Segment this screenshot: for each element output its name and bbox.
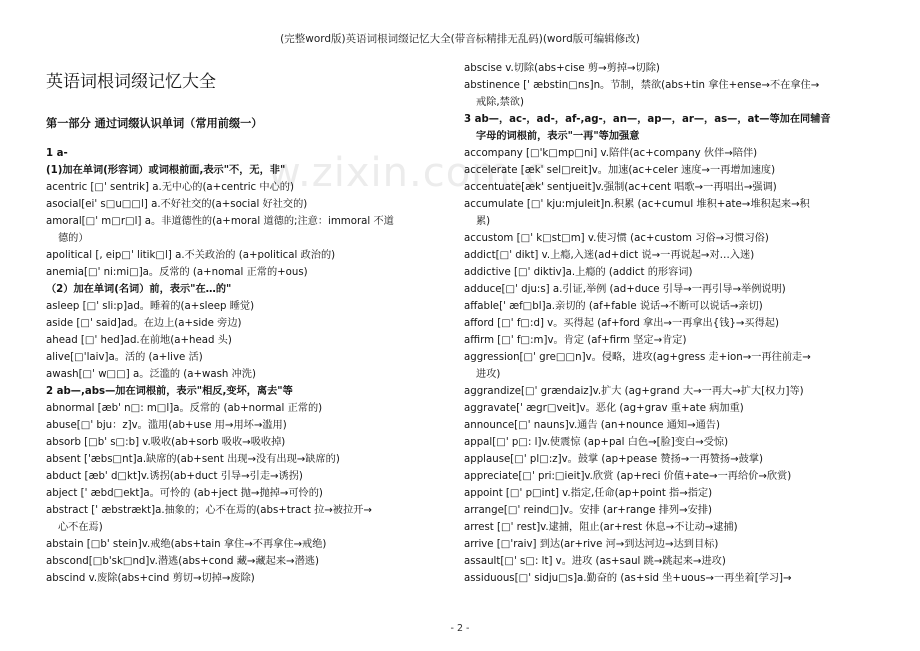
vocab-entry: abnormal [æb' n□: m□l]a。反常的 (ab+normal 正常的) xyxy=(46,403,323,414)
vocab-entry: appreciate[□' pri:□ieit]v.欣赏 (ap+reci 价值+ate→一再给价→欣赏) xyxy=(464,471,792,482)
right-column xyxy=(464,60,866,587)
vocab-entry: accustom [□' k□st□m] v.使习惯 (ac+custom 习俗→习惯习俗) xyxy=(464,233,769,244)
vocab-entry: adduce[□' dju:s] a.引证,举例 (ad+duce 引导→一再引导→举例说明) xyxy=(464,284,786,295)
vocab-entry: addict[□' dikt] v.上瘾,入迷(ad+dict 说→一再说起→对…入迷) xyxy=(464,250,755,261)
vocab-entry: abject [' æbd□ekt]a。可怜的 (ab+ject 抛→抛掉→可怜的) xyxy=(46,488,323,499)
entry-heading: 3 ab—，ac-，ad-，af-,ag-，an—，ap—，ar—，as—，at—等加在同辅音 xyxy=(464,114,831,125)
vocab-entry: absent ['æbs□nt]a.缺席的(ab+sent 出现→没有出现→缺席的) xyxy=(46,454,340,465)
vocab-entry: affirm [□' f□:m]v。肯定 (af+firm 坚定→肯定) xyxy=(464,335,687,346)
vocab-entry: abscind v.废除(abs+cind 剪切→切掉→废除) xyxy=(46,573,255,584)
vocab-entry: applause[□' pl□:z]v。鼓掌 (ap+pease 赞扬→一再赞扬→鼓掌) xyxy=(464,454,763,465)
vocab-entry: accumulate [□' kju:mjuleit]n.积累 (ac+cumul 堆积+ate→堆积起来→积 xyxy=(464,199,810,210)
entry-heading: (1)加在单词(形容词）或词根前面,表示"不，无，非" xyxy=(46,165,286,176)
vocab-entry: arrange[□' reind□]v。安排 (ar+range 排列→安排) xyxy=(464,505,712,516)
vocab-entry: alive[□'laiv]a。活的 (a+live 活) xyxy=(46,352,203,363)
vocab-entry: accentuate[æk' sentjueit]v.强制(ac+cent 唱歌→一再唱出→强调) xyxy=(464,182,777,193)
left-entry-list xyxy=(46,145,448,587)
vocab-entry: 进攻) xyxy=(476,369,501,380)
vocab-entry: announce[□' nauns]v.通告 (an+nounce 通知→通告) xyxy=(464,420,720,431)
document-header: (完整word版)英语词根词缀记忆大全(带音标精排无乱码)(word版可编辑修改) xyxy=(280,33,640,45)
right-entry-list xyxy=(464,60,866,587)
vocab-entry: accompany [□'k□mp□ni] v.陪伴(ac+company 伙伴→陪伴) xyxy=(464,148,758,159)
entry-heading: 字母的词根前，表示"一再"等加强意 xyxy=(476,131,640,142)
vocab-entry: acentric [□' sentrik] a.无中心的(a+centric 中心的) xyxy=(46,182,294,193)
vocab-entry: 德的） xyxy=(58,233,89,244)
entry-heading: 1 a- xyxy=(46,148,68,159)
left-column xyxy=(46,60,448,587)
vocab-entry: afford [□' f□:d] v。买得起 (af+ford 拿出→一再拿出{钱}→买得起) xyxy=(464,318,779,329)
vocab-entry: aside [□' said]ad。在边上(a+side 旁边) xyxy=(46,318,242,329)
vocab-entry: assiduous[□' sidju□s]a.勤奋的 (as+sid 坐+uous→一再坐着[学习]→ xyxy=(464,573,792,584)
vocab-entry: ahead [□' hed]ad.在前地(a+head 头) xyxy=(46,335,232,346)
vocab-entry: appal[□' p□: l]v.使震惊 (ap+pal 白色→[脸]变白→受惊) xyxy=(464,437,729,448)
vocab-entry: abstract [' æbstrækt]a.抽象的；心不在焉的(abs+tract 拉→被拉开→ xyxy=(46,505,372,516)
section-heading: 第一部分 通过词缀认识单词（常用前缀一） xyxy=(46,117,263,130)
vocab-entry: absorb [□b' s□:b] v.吸收(ab+sorb 吸收→吸收掉) xyxy=(46,437,286,448)
vocab-entry: abscise v.切除(abs+cise 剪→剪掉→切除) xyxy=(464,63,660,74)
vocab-entry: abuse[□' bju：z]v。滥用(ab+use 用→用坏→滥用) xyxy=(46,420,287,431)
vocab-entry: arrive [□'raiv] 到达(ar+rive 河→到达河边→达到目标) xyxy=(464,539,719,550)
vocab-entry: abscond[□b'sk□nd]v.潜逃(abs+cond 藏→藏起来→潜逃) xyxy=(46,556,319,567)
page-number: - 2 - xyxy=(450,623,470,634)
vocab-entry: aggression[□' gre□□n]v。侵略，进攻(ag+gress 走+ion→一再往前走→ xyxy=(464,352,811,363)
vocab-entry: addictive [□' diktiv]a.上瘾的 (addict 的形容词) xyxy=(464,267,693,278)
vocab-entry: apolitical [, eip□' litik□l] a.不关政治的 (a+political 政治的) xyxy=(46,250,336,261)
vocab-entry: aggrandize[□' grændaiz]v.扩大 (ag+grand 大→一再大→扩大[权力]等) xyxy=(464,386,804,397)
vocab-entry: affable[' æf□bl]a.亲切的 (af+fable 说话→不断可以说话→亲切) xyxy=(464,301,763,312)
vocab-entry: 心不在焉) xyxy=(58,522,103,533)
page-title: 英语词根词缀记忆大全 xyxy=(46,72,216,92)
vocab-entry: assault[□' s□: lt] v。进攻 (as+saul 跳→跳起来→进攻) xyxy=(464,556,726,567)
vocab-entry: amoral[□' m□r□l] a。非道德性的(a+moral 道德的;注意：immoral 不道 xyxy=(46,216,394,227)
vocab-entry: arrest [□' rest]v.逮捕，阻止(ar+rest 休息→不让动→逮捕) xyxy=(464,522,738,533)
entry-heading: （2）加在单词(名词）前，表示"在…的" xyxy=(46,284,232,295)
watermark: w.zixin.com.c xyxy=(268,150,548,196)
entry-heading: 2 ab—,abs—加在词根前，表示"相反,变坏，离去"等 xyxy=(46,386,293,397)
vocab-entry: abduct [æb' d□kt]v.诱拐(ab+duct 引导→引走→诱拐) xyxy=(46,471,303,482)
vocab-entry: abstinence [' æbstin□ns]n。节制，禁欲(abs+tin 拿住+ense→不在拿住→ xyxy=(464,80,820,91)
vocab-entry: anemia[□' ni:mi□]a。反常的 (a+nomal 正常的+ous) xyxy=(46,267,308,278)
vocab-entry: accelerate [æk' sel□reit]v。加速(ac+celer 速度→一再增加速度) xyxy=(464,165,776,176)
vocab-entry: asleep [□' sli:p]ad。睡着的(a+sleep 睡觉) xyxy=(46,301,255,312)
vocab-entry: awash[□' w□□] a。泛滥的 (a+wash 冲洗) xyxy=(46,369,256,380)
vocab-entry: abstain [□b' stein]v.戒绝(abs+tain 拿住→不再拿住→戒绝) xyxy=(46,539,327,550)
vocab-entry: 累) xyxy=(476,216,491,227)
vocab-entry: asocial[ei' s□u□□l] a.不好社交的(a+social 好社交的) xyxy=(46,199,308,210)
vocab-entry: 戒除,禁欲) xyxy=(476,97,524,108)
vocab-entry: aggravate[' ægr□veit]v。恶化 (ag+grav 重+ate 病加重) xyxy=(464,403,744,414)
vocab-entry: appoint [□' p□int] v.指定,任命(ap+point 指→指定) xyxy=(464,488,713,499)
